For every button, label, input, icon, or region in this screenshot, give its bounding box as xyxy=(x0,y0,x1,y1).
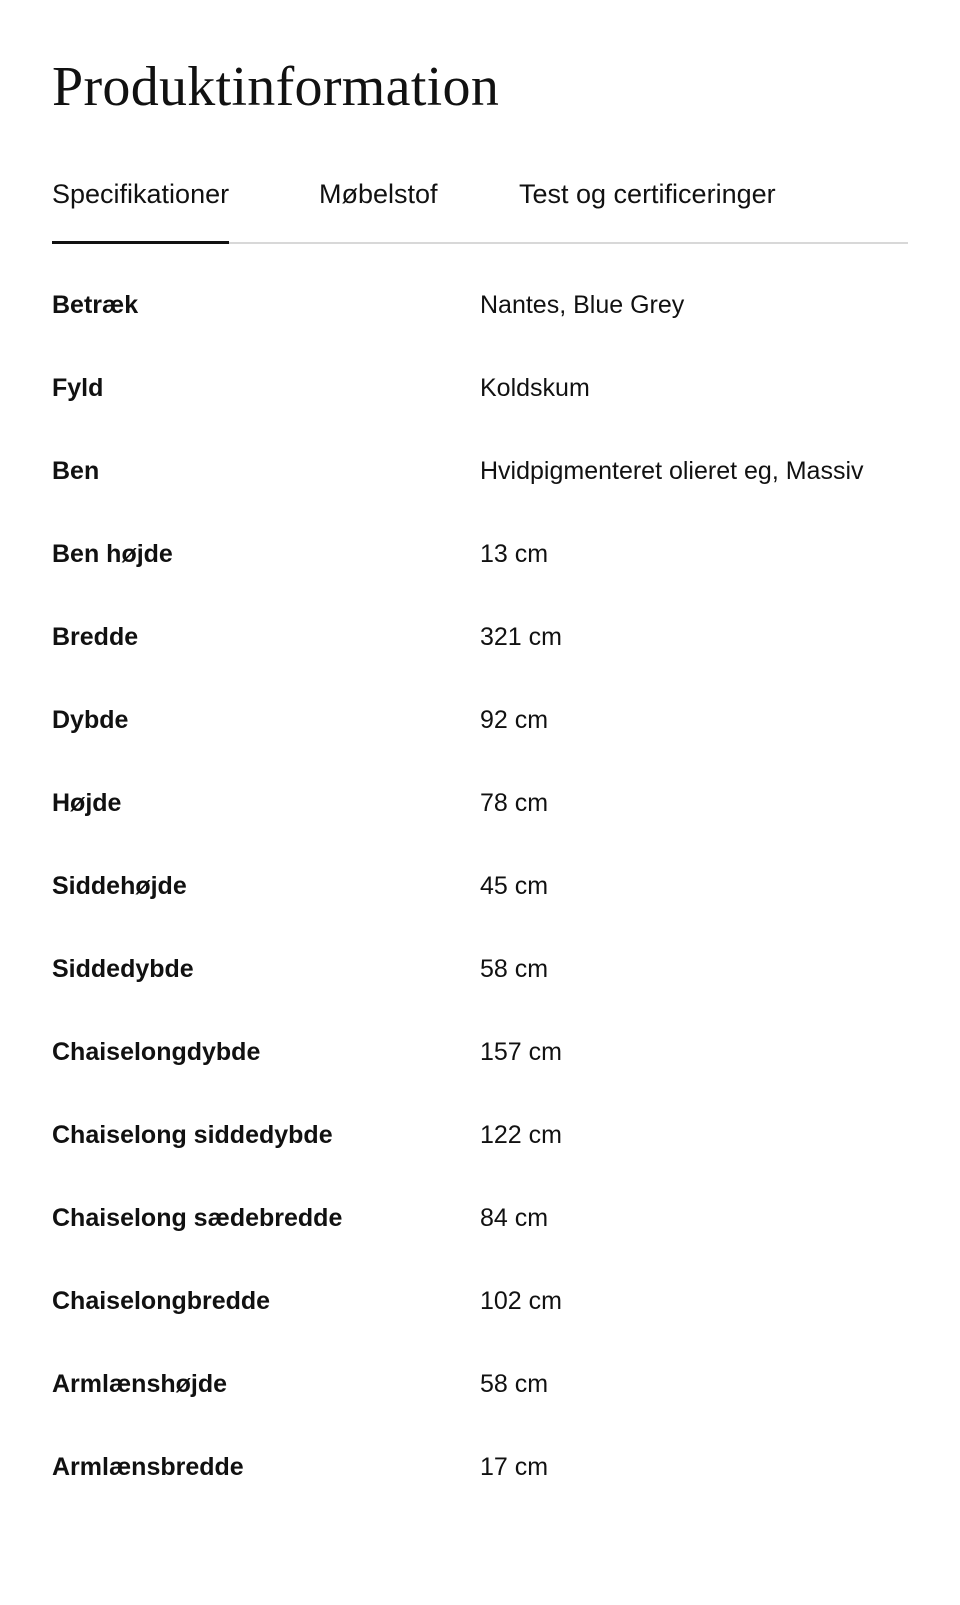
spec-label: Højde xyxy=(52,789,122,817)
spec-label: Armlænshøjde xyxy=(52,1370,228,1398)
page-title: Produktinformation xyxy=(52,56,500,118)
spec-row-chaise-seat-width xyxy=(52,1201,908,1284)
spec-row-chaise-seat-depth xyxy=(52,1118,908,1201)
spec-value: 58 cm xyxy=(480,1370,549,1398)
spec-label: Chaiselong siddedybde xyxy=(52,1121,333,1149)
spec-value: 78 cm xyxy=(480,789,549,817)
spec-value: Koldskum xyxy=(480,374,590,402)
spec-value: 84 cm xyxy=(480,1204,549,1232)
spec-value: 13 cm xyxy=(480,540,549,568)
spec-row-depth xyxy=(52,703,908,786)
spec-label: Chaiselong sædebredde xyxy=(52,1204,343,1232)
spec-value: 58 cm xyxy=(480,955,549,983)
spec-row-filling xyxy=(52,371,908,454)
spec-row-chaise-depth xyxy=(52,1035,908,1118)
spec-value: 122 cm xyxy=(480,1121,562,1149)
spec-label: Armlænsbredde xyxy=(52,1453,244,1481)
tab-specifications[interactable]: Specifikationer xyxy=(52,170,229,242)
spec-label: Chaiselongbredde xyxy=(52,1287,271,1315)
spec-value: 17 cm xyxy=(480,1453,549,1481)
spec-value: 102 cm xyxy=(480,1287,562,1315)
spec-label: Chaiselongdybde xyxy=(52,1038,261,1066)
spec-value: 45 cm xyxy=(480,872,549,900)
specifications-list xyxy=(52,288,908,1533)
spec-row-seat-height xyxy=(52,869,908,952)
spec-label: Ben xyxy=(52,457,100,485)
spec-row-armrest-width xyxy=(52,1450,908,1533)
spec-value: 157 cm xyxy=(480,1038,562,1066)
tab-bar xyxy=(52,170,908,244)
spec-label: Betræk xyxy=(52,291,139,319)
spec-value: Hvidpigmenteret olieret eg, Massiv xyxy=(480,457,864,485)
tab-upholstery-fabric[interactable]: Møbelstof xyxy=(319,179,438,209)
spec-row-width xyxy=(52,620,908,703)
tab-tests-and-certifications[interactable]: Test og certificeringer xyxy=(519,179,776,209)
spec-label: Dybde xyxy=(52,706,129,734)
spec-value: 321 cm xyxy=(480,623,562,651)
spec-value: Nantes, Blue Grey xyxy=(480,291,685,319)
spec-row-chaise-width xyxy=(52,1284,908,1367)
spec-label: Siddedybde xyxy=(52,955,194,983)
spec-label: Ben højde xyxy=(52,540,173,568)
spec-row-cover xyxy=(52,288,908,371)
spec-row-height xyxy=(52,786,908,869)
spec-label: Fyld xyxy=(52,374,104,402)
spec-row-seat-depth xyxy=(52,952,908,1035)
spec-row-legs xyxy=(52,454,908,537)
spec-row-armrest-height xyxy=(52,1367,908,1450)
spec-label: Bredde xyxy=(52,623,139,651)
spec-label: Siddehøjde xyxy=(52,872,187,900)
spec-row-leg-height xyxy=(52,537,908,620)
spec-value: 92 cm xyxy=(480,706,549,734)
